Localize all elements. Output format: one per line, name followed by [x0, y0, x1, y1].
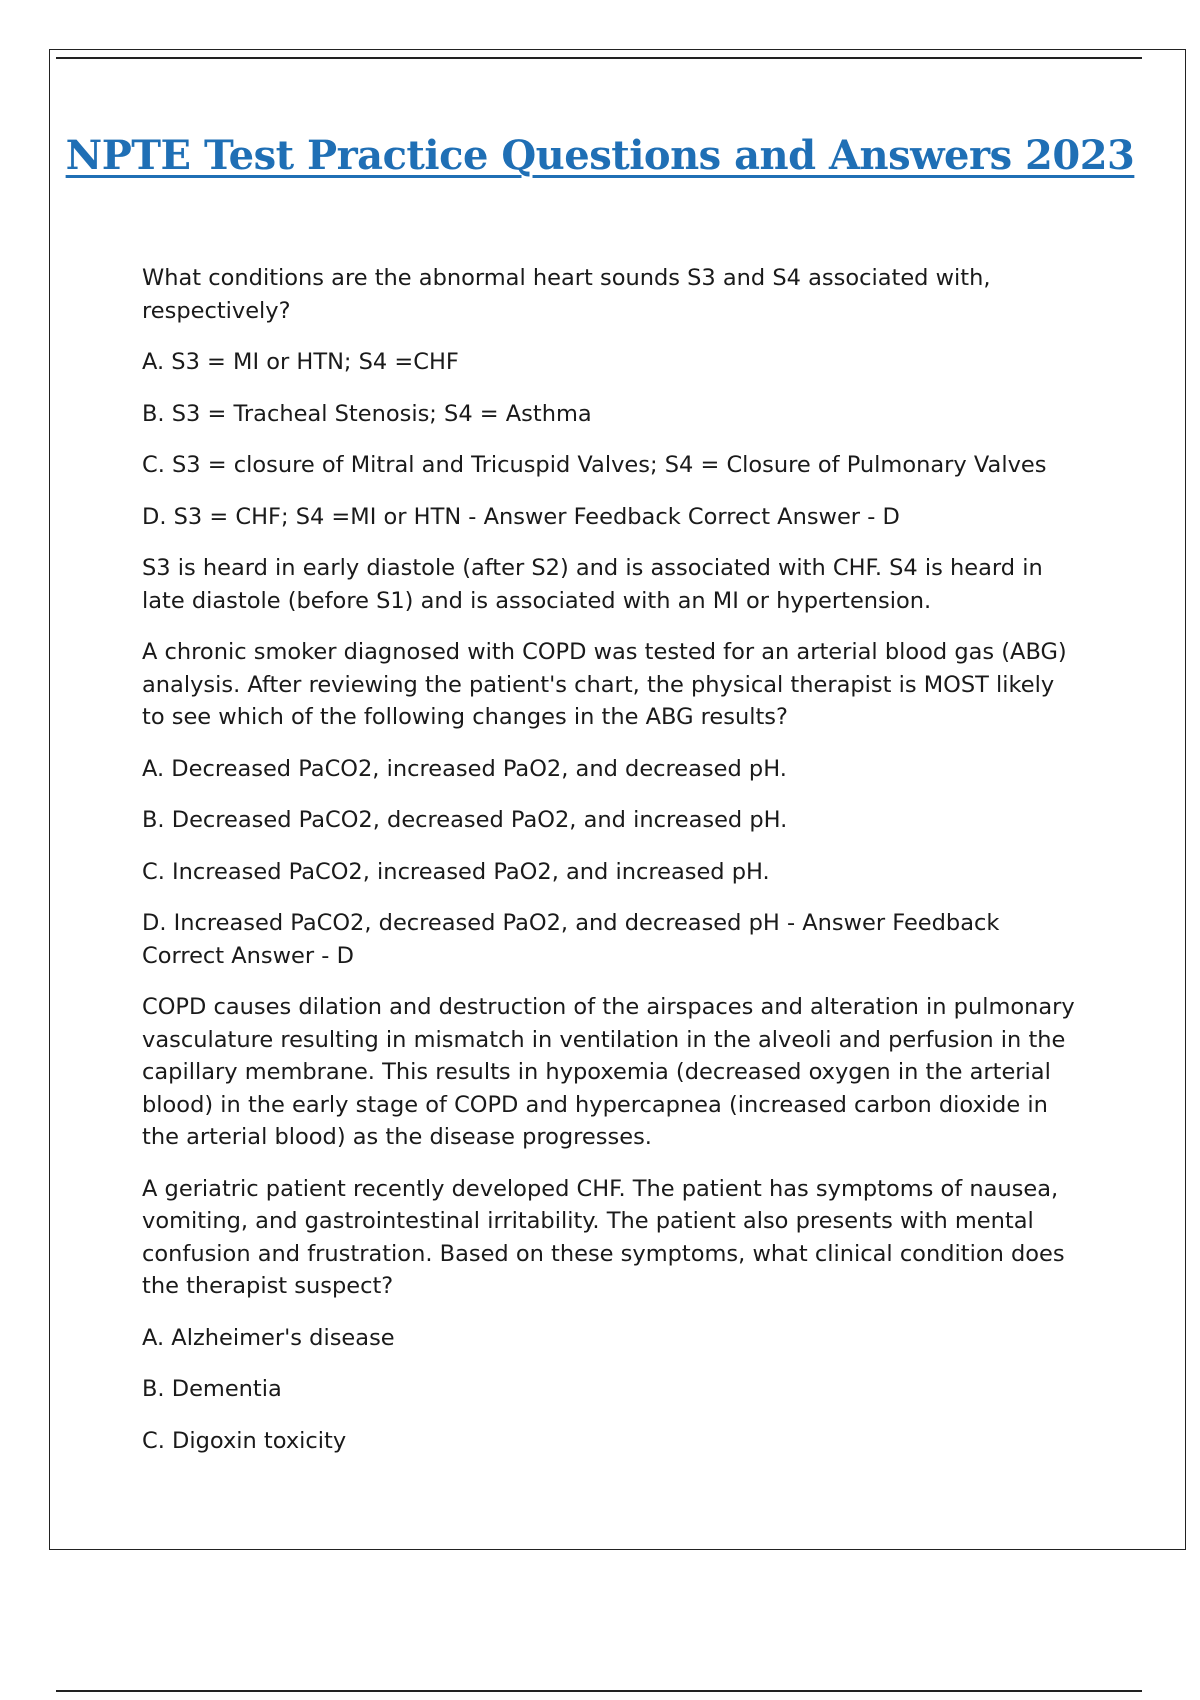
- question-2-option-c: C. Increased PaCO2, increased PaO2, and increased pH.: [142, 858, 770, 885]
- top-rule: [56, 57, 1142, 59]
- question-2-option-b: B. Decreased PaCO2, decreased PaO2, and increased pH.: [142, 807, 788, 833]
- question-3-option-a: A. Alzheimer's disease: [142, 1324, 395, 1351]
- question-1-option-c: C. S3 = closure of Mitral and Tricuspid Valves; S4 = Closure of Pulmonary Valves: [142, 452, 1047, 478]
- question-3-stem: A geriatric patient recently developed CHF. The patient has symptoms of nausea, vomiting, and gastrointestinal irritability. The patient also presents with mental confusion and frustration. Based on these symptoms, what clinical condition does the therapist suspect?: [142, 1175, 1065, 1299]
- question-1-option-b: B. S3 = Tracheal Stenosis; S4 = Asthma: [142, 400, 592, 427]
- question-1-option-a: A. S3 = MI or HTN; S4 =CHF: [142, 349, 459, 375]
- document-title: [0, 132, 1200, 179]
- document-body: [142, 262, 1082, 1476]
- document-title-text: NPTE Test Practice Questions and Answers 2023: [65, 132, 1135, 179]
- question-1-stem: What conditions are the abnormal heart sounds S3 and S4 associated with, respectively?: [142, 265, 991, 324]
- question-2-stem: A chronic smoker diagnosed with COPD was tested for an arterial blood gas (ABG) analysis. After reviewing the patient's chart, the physical therapist is MOST likely to see which of the following changes in the ABG results?: [142, 639, 1067, 730]
- question-3-option-c: C. Digoxin toxicity: [142, 1427, 347, 1454]
- question-2-explanation: COPD causes dilation and destruction of the airspaces and alteration in pulmonary vasculature resulting in mismatch in ventilation in the alveoli and perfusion in the capillary membrane. This results in hypoxemia (decreased oxygen in the arterial blood) in the early stage of COPD and hypercapnea (increased carbon dioxide in the arterial blood) as the disease progresses.: [142, 994, 1075, 1150]
- question-1-option-d: D. S3 = CHF; S4 =MI or HTN - Answer Feedback Correct Answer - D: [142, 503, 900, 530]
- question-2-option-d: D. Increased PaCO2, decreased PaO2, and decreased pH - Answer Feedback Correct Answer - D: [142, 910, 1000, 969]
- question-2-option-a: A. Decreased PaCO2, increased PaO2, and decreased pH.: [142, 755, 787, 782]
- question-3-option-b: B. Dementia: [142, 1376, 282, 1402]
- bottom-rule: [56, 1690, 1142, 1692]
- question-1-explanation: S3 is heard in early diastole (after S2) and is associated with CHF. S4 is heard in late diastole (before S1) and is associated with an MI or hypertension.: [142, 555, 1043, 614]
